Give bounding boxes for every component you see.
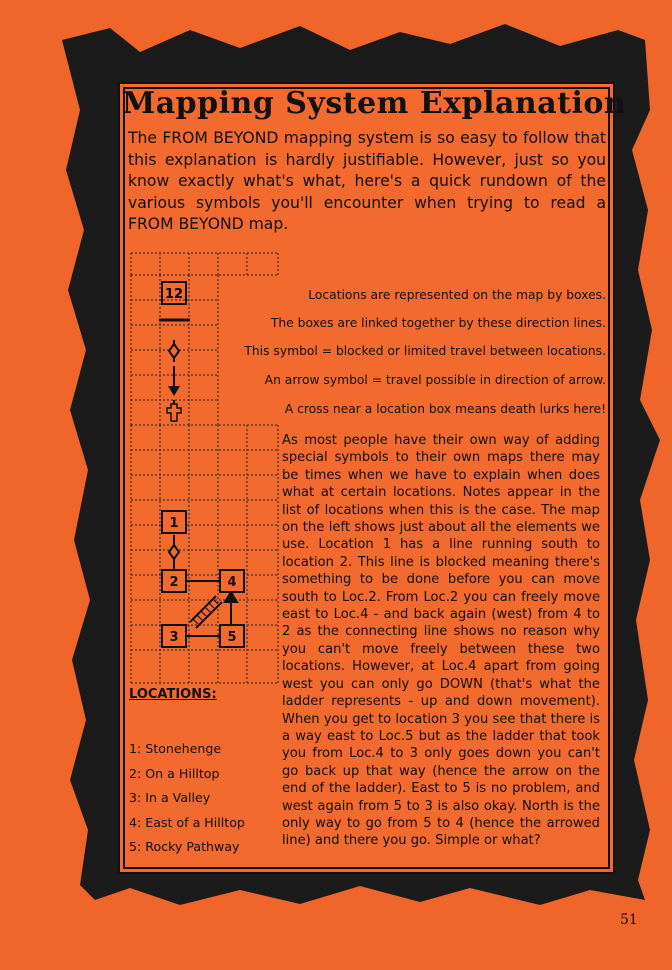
location-item: 4: East of a Hilltop	[129, 814, 245, 830]
legend-cross: A cross near a location box means death lurks here!	[284, 402, 606, 416]
arrow-symbol	[168, 366, 180, 396]
map-box-label-5: 5	[227, 630, 237, 645]
blocked-symbol	[169, 340, 179, 362]
location-item: 5: Rocky Pathway	[129, 839, 240, 855]
cross-symbol	[167, 400, 181, 422]
location-item: 1: Stonehenge	[129, 741, 222, 756]
locations-list	[129, 737, 245, 860]
location-item: 3: In a Valley	[129, 790, 211, 806]
legend-blocked: This symbol = blocked or limited travel between locations.	[244, 344, 606, 358]
map-box-label-2: 2	[169, 575, 179, 590]
map-box-label-4: 4	[227, 575, 237, 590]
explanation-paragraph: As most people have their own way of adding special symbols to their own maps there may be times when we have to explain when does what at certain locations. Notes appear in the list of locations when this is the case. The map on the left shows just about all the elements we use. Location 1 has a line running south to location 2. This line is blocked meaning there's something to be done before you can move south to Loc.2. From Loc.2 you can freely move east to Loc.4 - and back again (west) from 4 to 2 as the connecting line shows no reason why you can't move freely between these two locations. However, at Loc.4 apart from going west you can only go DOWN (that's what the ladder represents - up and down movement). When you get to location 3 you see that there is a way east to Loc.5 but as the ladder that took you from Loc.4 to 3 only goes down you can't go back up that way (hence the arrow on the end of the ladder). East to 5 is no problem, and west again from 5 to 3 is also okay. North is the only way to go from 5 to 4 (hence the arrowed line) and there you go. Simple or what?	[282, 433, 600, 849]
legend-arrow: An arrow symbol = travel possible in direction of arrow.	[264, 373, 606, 387]
map-box-label-1: 1	[169, 516, 179, 531]
locations-heading: LOCATIONS:	[129, 687, 217, 702]
legend-boxes: Locations are represented on the map by boxes.	[308, 288, 606, 302]
map-box-label-3: 3	[169, 630, 179, 645]
example-box-label: 12	[164, 287, 184, 302]
location-item: 2: On a Hilltop	[129, 765, 220, 781]
page-title: Mapping System Explanation	[122, 86, 627, 121]
page-number: 51	[620, 912, 638, 928]
intro-paragraph: The FROM BEYOND mapping system is so easy to follow that this explanation is hardly justifiable. However, just so you know exactly what's what, here's a quick rundown of the various symbols you'll encounter when trying to read a FROM BEYOND map.	[128, 129, 606, 233]
legend-lines: The boxes are linked together by these direction lines.	[270, 316, 606, 330]
